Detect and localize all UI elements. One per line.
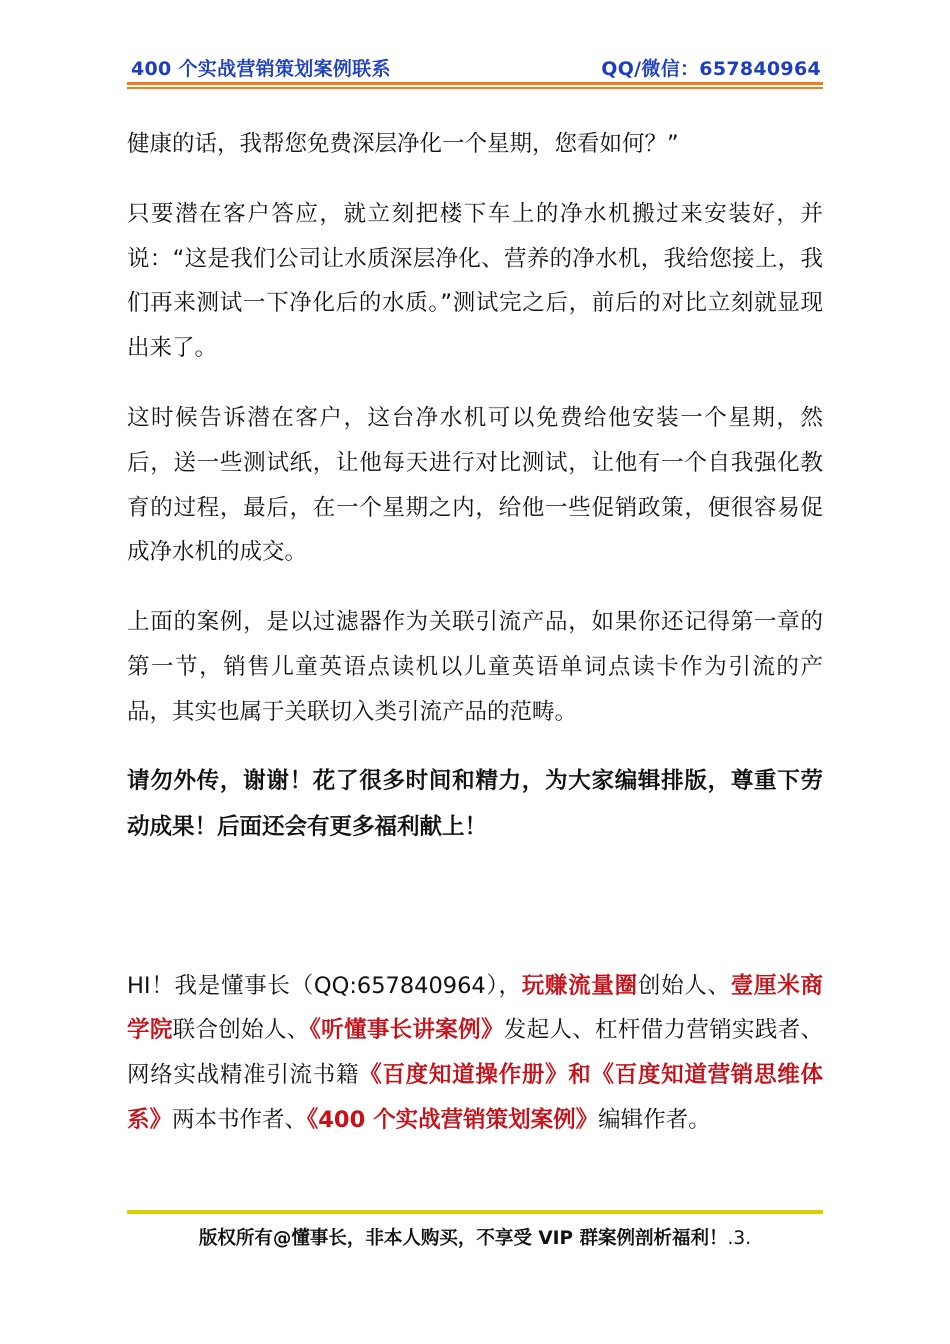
bio-highlight-1: 玩赚流量圈	[521, 972, 638, 999]
page-header	[127, 52, 823, 82]
bio-text-6: 编辑作者。	[598, 1106, 711, 1133]
bio-highlight-5: 《400 个实战营销策划案例》	[307, 1106, 599, 1133]
page-body	[127, 122, 823, 1143]
bio-text-3: 联合创始人、	[172, 1017, 310, 1044]
copyright-notice: 请勿外传，谢谢！花了很多时间和精力，为大家编辑排版，尊重下劳动成果！后面还会有更多福利献上！	[127, 767, 823, 840]
header-contact: QQ/微信：657840964	[601, 58, 821, 80]
paragraph-4: 上面的案例，是以过滤器作为关联引流产品，如果你还记得第一章的第一节，销售儿童英语点读机以儿童英语单词点读卡作为引流的产品，其实也属于关联切入类引流产品的范畴。	[127, 609, 823, 725]
bio-text-4: 发起人、杠杆借力营销实践者、网络实战精准引流书籍	[127, 1017, 823, 1089]
paragraph-1: 健康的话，我帮您免费深层净化一个星期，您看如何？”	[127, 131, 679, 157]
paragraph-3: 这时候告诉潜在客户，这台净水机可以免费给他安装一个星期，然后，送一些测试纸，让他每天进行对比测试，让他有一个自我强化教育的过程，最后，在一个星期之内，给他一些促销政策，便很容易促成净水机的成交。	[127, 404, 823, 566]
bio-highlight-3: 《听懂事长讲案例》	[309, 1017, 504, 1044]
footer-rule	[127, 1210, 823, 1214]
bio-text-5: 两本书作者、	[172, 1106, 308, 1133]
bio-highlight-2: 壹厘米商学院	[127, 972, 823, 1044]
header-rule-bottom	[127, 87, 823, 89]
bio-text-2: 创始人、	[637, 972, 731, 999]
header-title: 400 个实战营销策划案例联系	[131, 58, 391, 80]
page-number: .3.	[727, 1228, 752, 1249]
paragraph-2: 只要潜在客户答应，就立刻把楼下车上的净水机搬过来安装好，并说：“这是我们公司让水质深层净化、营养的净水机，我给您接上，我们再来测试一下净化后的水质。”测试完之后，前后的对比立刻就显现出来了。	[127, 200, 823, 362]
bio-text-1: HI！我是懂事长（QQ:657840964），	[127, 972, 522, 999]
author-bio	[127, 964, 823, 1143]
page-footer	[127, 1224, 823, 1250]
header-rule-top	[127, 82, 823, 85]
bio-highlight-4: 《百度知道操作册》和《百度知道营销思维体系》	[127, 1062, 823, 1133]
footer-text: 版权所有@懂事长，非本人购买，不享受 VIP 群案例剖析福利！	[198, 1228, 728, 1249]
